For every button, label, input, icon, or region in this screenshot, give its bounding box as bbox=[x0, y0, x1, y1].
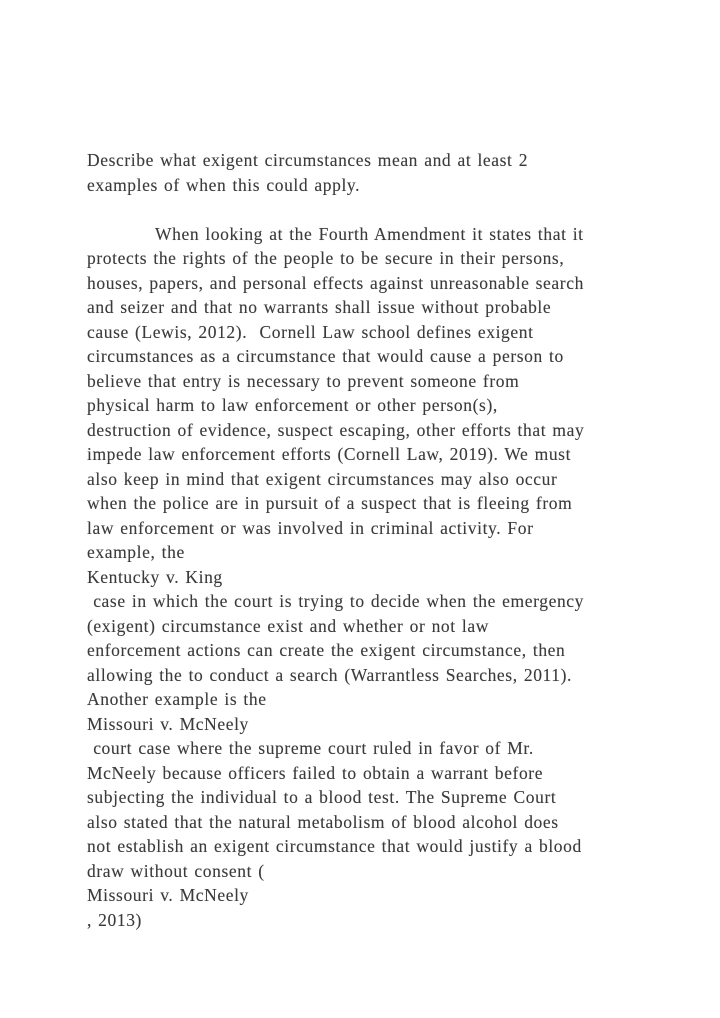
text-line: circumstances as a circumstance that would cause a person to bbox=[87, 346, 564, 366]
text-line: Kentucky v. King bbox=[87, 566, 223, 587]
text-line: examples of when this could apply. bbox=[87, 174, 361, 195]
text-line: (exigent) circumstance exist and whether or not law bbox=[87, 615, 489, 636]
text-line: not establish an exigent circumstance that would justify a blood bbox=[87, 836, 582, 856]
text-line: allowing the to conduct a search (Warrantless Searches, 2011). bbox=[87, 664, 573, 685]
text-line: case in which the court is trying to decide when the emergency bbox=[87, 591, 585, 611]
text-content bbox=[87, 148, 647, 932]
text-line: Describe what exigent circumstances mean and at least 2 bbox=[87, 150, 529, 170]
text-line: law enforcement or was involved in criminal activity. For bbox=[87, 517, 534, 538]
text-line: destruction of evidence, suspect escaping, other efforts that may bbox=[87, 419, 585, 440]
text-line: Missouri v. McNeely bbox=[87, 885, 249, 905]
text-line: also keep in mind that exigent circumstances may also occur bbox=[87, 468, 558, 489]
text-line: also stated that the natural metabolism of blood alcohol does bbox=[87, 811, 559, 832]
text-line: , 2013) bbox=[87, 909, 142, 930]
text-line: cause (Lewis, 2012). Cornell Law school defines exigent bbox=[87, 321, 534, 342]
text-line: physical harm to law enforcement or other person(s), bbox=[87, 395, 498, 415]
text-line: subjecting the individual to a blood test. The Supreme Court bbox=[87, 787, 557, 807]
text-line: believe that entry is necessary to prevent someone from bbox=[87, 370, 520, 391]
text-line: Missouri v. McNeely bbox=[87, 713, 249, 734]
text-line: When looking at the Fourth Amendment it states that it bbox=[155, 223, 584, 244]
text-line: court case where the supreme court ruled in favor of Mr. bbox=[87, 738, 534, 758]
text-line: houses, papers, and personal effects against unreasonable search bbox=[87, 272, 584, 293]
text-line: and seizer and that no warrants shall issue without probable bbox=[87, 297, 552, 317]
text-line: McNeely because officers failed to obtain a warrant before bbox=[87, 762, 544, 783]
text-line: protects the rights of the people to be secure in their persons, bbox=[87, 248, 565, 268]
text-line: example, the bbox=[87, 542, 185, 562]
text-line: draw without consent ( bbox=[87, 860, 265, 881]
text-line: when the police are in pursuit of a suspect that is fleeing from bbox=[87, 493, 573, 513]
text-line: Another example is the bbox=[87, 689, 267, 709]
text-line: impede law enforcement efforts (Cornell Law, 2019). We must bbox=[87, 444, 572, 464]
text-line: enforcement actions can create the exigent circumstance, then bbox=[87, 640, 566, 660]
blank-line bbox=[87, 197, 647, 222]
